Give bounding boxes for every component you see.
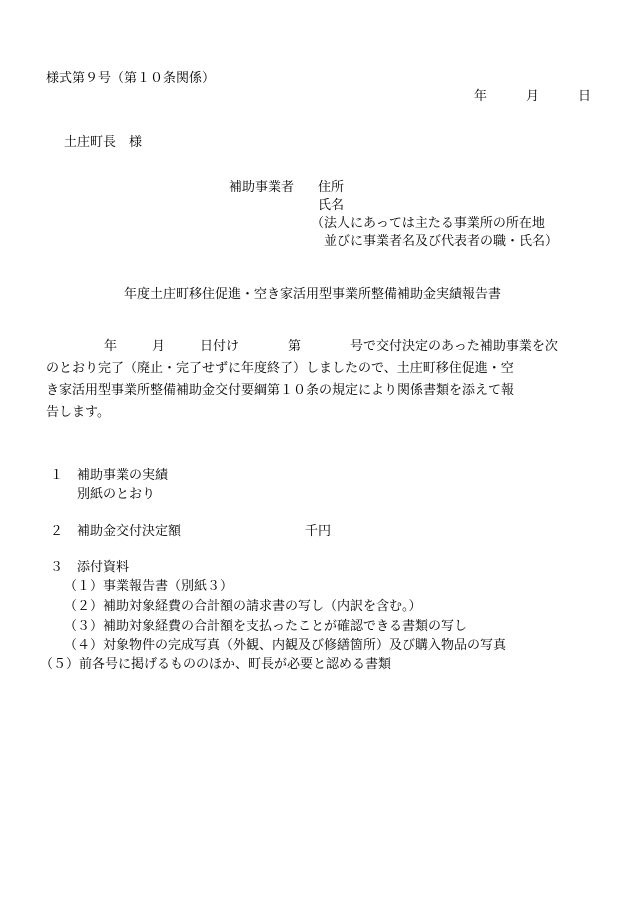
body-line3: き家活用型事業所整備補助金交付要綱第１０条の規定により関係書類を添えて報 [46, 383, 515, 398]
body-line2: のとおり完了（廃止・完了せずに年度終了）しましたので、土庄町移住促進・空 [46, 361, 514, 376]
item2-unit: 千円 [305, 524, 332, 539]
date-day-label: 日 [578, 89, 592, 104]
body-line4: 告します。 [46, 405, 110, 420]
addressee: 土庄町長 様 [64, 135, 143, 150]
attachment-item: （３）補助対象経費の合計額を支払ったことが確認できる書類の写し [64, 619, 468, 634]
attachment-item: （１）事業報告書（別紙３） [64, 579, 234, 594]
item1-detail: 別紙のとおり [77, 487, 156, 502]
body-year: 年 [104, 339, 118, 354]
item1-number: １ [50, 468, 64, 483]
attachment-item: （５）前各号に掲げるもののほか、町長が必要と認める書類 [40, 657, 392, 672]
applicant-note-line1: （法人にあっては主たる事業所の所在地 [311, 216, 545, 231]
applicant-name-label: 氏名 [318, 198, 345, 213]
date-year-label: 年 [474, 89, 488, 104]
applicant-address-label: 住所 [318, 180, 345, 195]
body-dated: 日付け [200, 339, 240, 354]
item3-number: ３ [50, 560, 64, 575]
body-dai: 第 [288, 339, 302, 354]
document-title: 年度土庄町移住促進・空き家活用型事業所整備補助金実績報告書 [124, 287, 502, 302]
form-number: 様式第９号（第１０条関係） [46, 71, 216, 86]
body-month: 月 [152, 339, 166, 354]
applicant-role-label: 補助事業者 [229, 180, 295, 195]
body-line1-rest: 号で交付決定のあった補助事業を次 [350, 339, 558, 354]
date-month-label: 月 [526, 89, 540, 104]
item2-number: ２ [50, 524, 64, 539]
applicant-note-line2: 並びに事業者名及び代表者の職・氏名） [324, 234, 559, 249]
item3-title: 添付資料 [77, 560, 130, 575]
item1-title: 補助事業の実績 [77, 468, 169, 483]
item2-title: 補助金交付決定額 [77, 524, 182, 539]
attachment-item: （４）対象物件の完成写真（外観、内観及び修繕箇所）及び購入物品の写真 [64, 638, 507, 653]
attachment-item: （２）補助対象経費の合計額の請求書の写し（内訳を含む。） [64, 599, 422, 614]
